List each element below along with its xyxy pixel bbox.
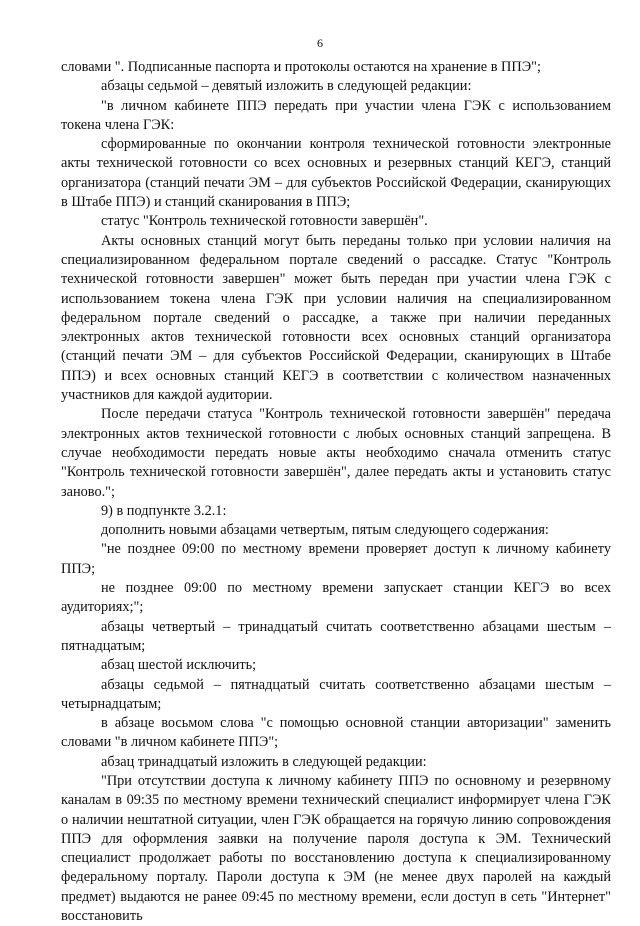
document-body [61, 58, 611, 926]
paragraph: статус "Контроль технической готовности завершён". [101, 213, 428, 230]
paragraph: "При отсутствии доступа к личному кабинету ППЭ по основному и резервному каналам в 09:35 по местному времени технический специалист информирует члена ГЭК о наличии нештатной ситуации, член ГЭК обращается на горячую линию сопровождения ППЭ для оформления заявки на получение пароля доступа к ЭМ. Технический специалист продолжает работы по восстановлению доступа к специализированному федеральному порталу. Пароли доступа к ЭМ (не менее двух паролей на каждый предмет) выдаются не ранее 09:45 по местному времени, если доступ в сеть "Интернет" восстановить [61, 772, 611, 925]
paragraph: словами ". Подписанные паспорта и протоколы остаются на хранение в ППЭ"; [61, 59, 541, 75]
paragraph: Акты основных станций могут быть переданы только при условии наличия на специализированном федеральном портале сведений о рассадке. Статус "Контроль технической готовности завершен" может быть передан при участии члена ГЭК с использованием токена члена ГЭК при условии наличия на специализированном федеральном портале сведений о рассадке, а также при наличии переданных электронных актов технической готовности всех основных станций организатора (станций печати ЭМ – для субъектов Российской Федерации, сканирующих в Штабе ППЭ) и всех основных станций КЕГЭ в соответствии с количеством назначенных участников для каждой аудитории. [61, 232, 611, 404]
paragraph: дополнить новыми абзацами четвертым, пятым следующего содержания: [101, 522, 549, 539]
paragraph: абзац шестой исключить; [101, 657, 257, 674]
paragraph: 9) в подпункте 3.2.1: [101, 502, 227, 519]
paragraph: "не позднее 09:00 по местному времени проверяет доступ к личному кабинету ППЭ; [61, 541, 611, 577]
paragraph: не позднее 09:00 по местному времени запускает станции КЕГЭ во всех аудиториях;"; [61, 580, 611, 616]
paragraph: абзацы четвертый – тринадцатый считать соответственно абзацами шестым – пятнадцатым; [61, 618, 611, 654]
paragraph: После передачи статуса "Контроль технической готовности завершён" передача электронных актов технической готовности с любых основных станций запрещена. В случае необходимости передать новые акты необходимо сначала отменить статус "Контроль технической готовности завершён", далее передать акты и установить статус заново."; [61, 406, 611, 500]
paragraph: абзацы седьмой – девятый изложить в следующей редакции: [101, 78, 472, 95]
page-number: 6 [317, 36, 323, 50]
paragraph: "в личном кабинете ППЭ передать при участии члена ГЭК с использованием токена члена ГЭК: [61, 97, 611, 133]
paragraph: в абзаце восьмом слова "с помощью основной станции авторизации" заменить словами "в личном кабинете ППЭ"; [61, 715, 611, 751]
paragraph: абзацы седьмой – пятнадцатый считать соответственно абзацами шестым – четырнадцатым; [61, 676, 611, 712]
paragraph: абзац тринадцатый изложить в следующей редакции: [101, 753, 427, 770]
paragraph: сформированные по окончании контроля технической готовности электронные акты технической готовности со всех основных и резервных станций КЕГЭ, станций организатора (станций печати ЭМ – для субъектов Российской Федерации, сканирующих в Штабе ППЭ) и станций сканирования в ППЭ; [61, 136, 611, 211]
